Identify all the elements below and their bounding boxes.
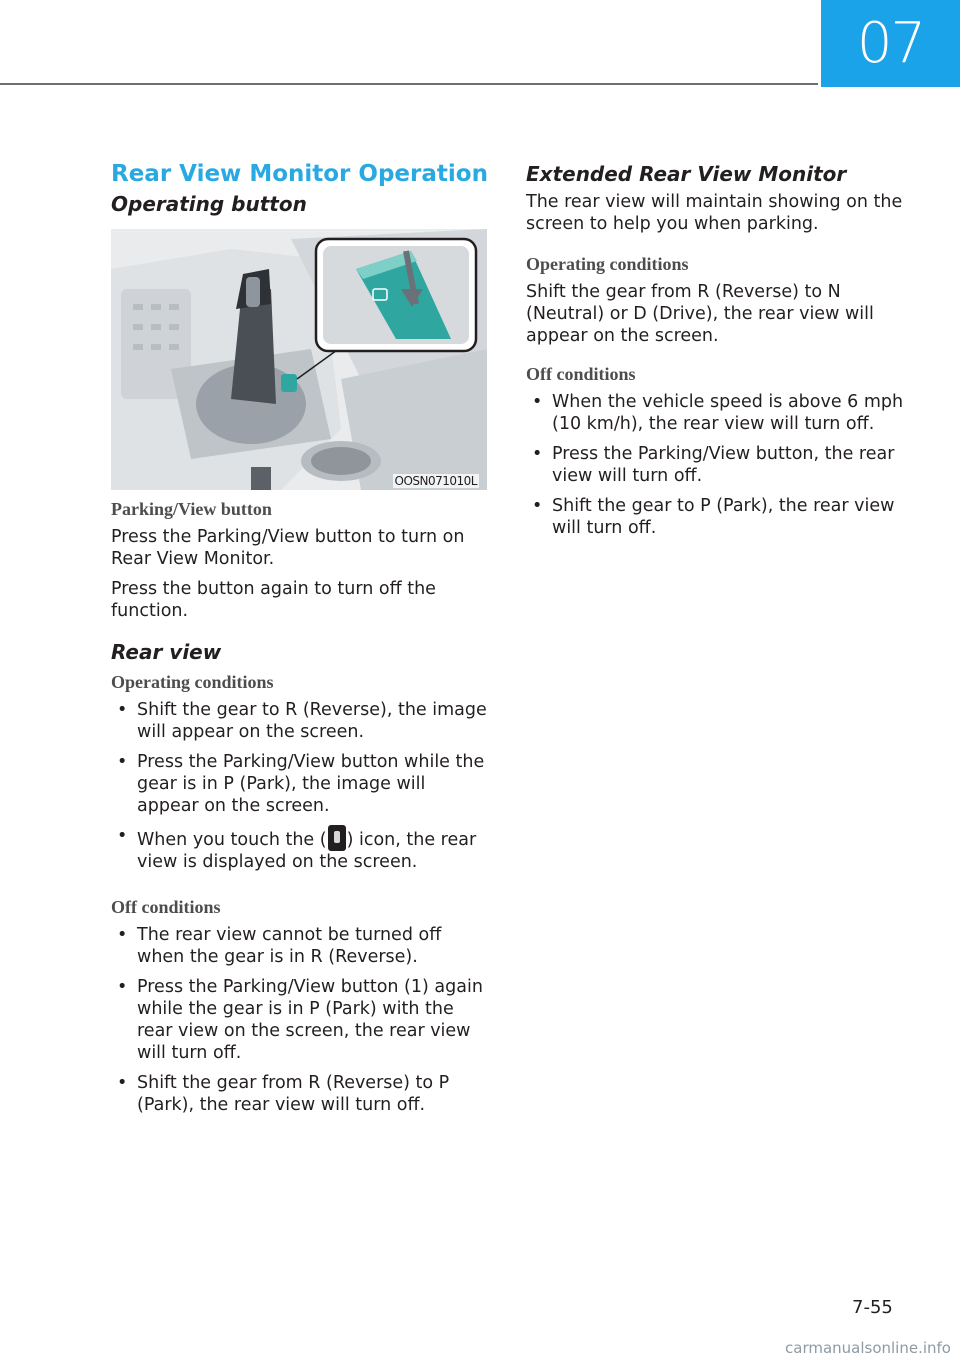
- extended-operating-text: Shift the gear from R (Reverse) to N (Neutral) or D (Drive), the rear view will appear on the screen.: [526, 282, 874, 346]
- watermark[interactable]: carmanualsonline.info: [785, 1339, 951, 1357]
- console-illustration: [111, 229, 487, 490]
- left-column: [111, 158, 491, 1124]
- rear-view-off-list: [111, 924, 491, 1116]
- figure-code: OOSN071010L: [394, 474, 477, 488]
- list-item: • Shift the gear to R (Reverse), the image will appear on the screen.: [117, 700, 487, 742]
- list-item: • When you touch the ( ) icon, the rear view is displayed on the screen.: [117, 826, 477, 872]
- right-column: [526, 158, 911, 547]
- parking-view-text-2: Press the button again to turn off the function.: [111, 579, 436, 621]
- extended-text: The rear view will maintain showing on the screen to help you when parking.: [526, 192, 903, 234]
- extended-off-list: [526, 391, 911, 539]
- list-item: • Press the Parking/View button (1) again while the gear is in P (Park) with the rear view on the screen, the rear view will turn off.: [117, 977, 483, 1063]
- parking-view-text-1: Press the Parking/View button to turn on Rear View Monitor.: [111, 527, 465, 569]
- rear-view-off-heading: Off conditions: [111, 897, 221, 917]
- rear-view-operating-list: [111, 699, 491, 873]
- rear-view-operating-heading: Operating conditions: [111, 672, 274, 692]
- list-item: • Press the Parking/View button, the rear view will turn off.: [532, 444, 895, 486]
- list-item: • Press the Parking/View button while the gear is in P (Park), the image will appear on the screen.: [117, 752, 485, 816]
- chapter-tab: 07: [821, 0, 960, 87]
- rear-camera-icon: [328, 825, 346, 851]
- operating-button-figure: [111, 229, 487, 490]
- operating-button-heading: Operating button: [111, 192, 307, 216]
- list-item: • When the vehicle speed is above 6 mph (10 km/h), the rear view will turn off.: [532, 392, 904, 434]
- extended-operating-heading: Operating conditions: [526, 254, 689, 274]
- parking-view-heading: Parking/View button: [111, 499, 272, 519]
- header-rule: [0, 83, 818, 85]
- extended-off-heading: Off conditions: [526, 364, 636, 384]
- extended-heading: Extended Rear View Monitor: [526, 162, 847, 186]
- list-item: • Shift the gear to P (Park), the rear view will turn off.: [532, 496, 895, 538]
- list-item: • Shift the gear from R (Reverse) to P (Park), the rear view will turn off.: [117, 1073, 450, 1115]
- rear-view-heading: Rear view: [111, 640, 222, 664]
- list-item: • The rear view cannot be turned off when the gear is in R (Reverse).: [117, 925, 442, 967]
- section-title: Rear View Monitor Operation: [111, 161, 488, 187]
- page-number: 7-55: [852, 1297, 893, 1318]
